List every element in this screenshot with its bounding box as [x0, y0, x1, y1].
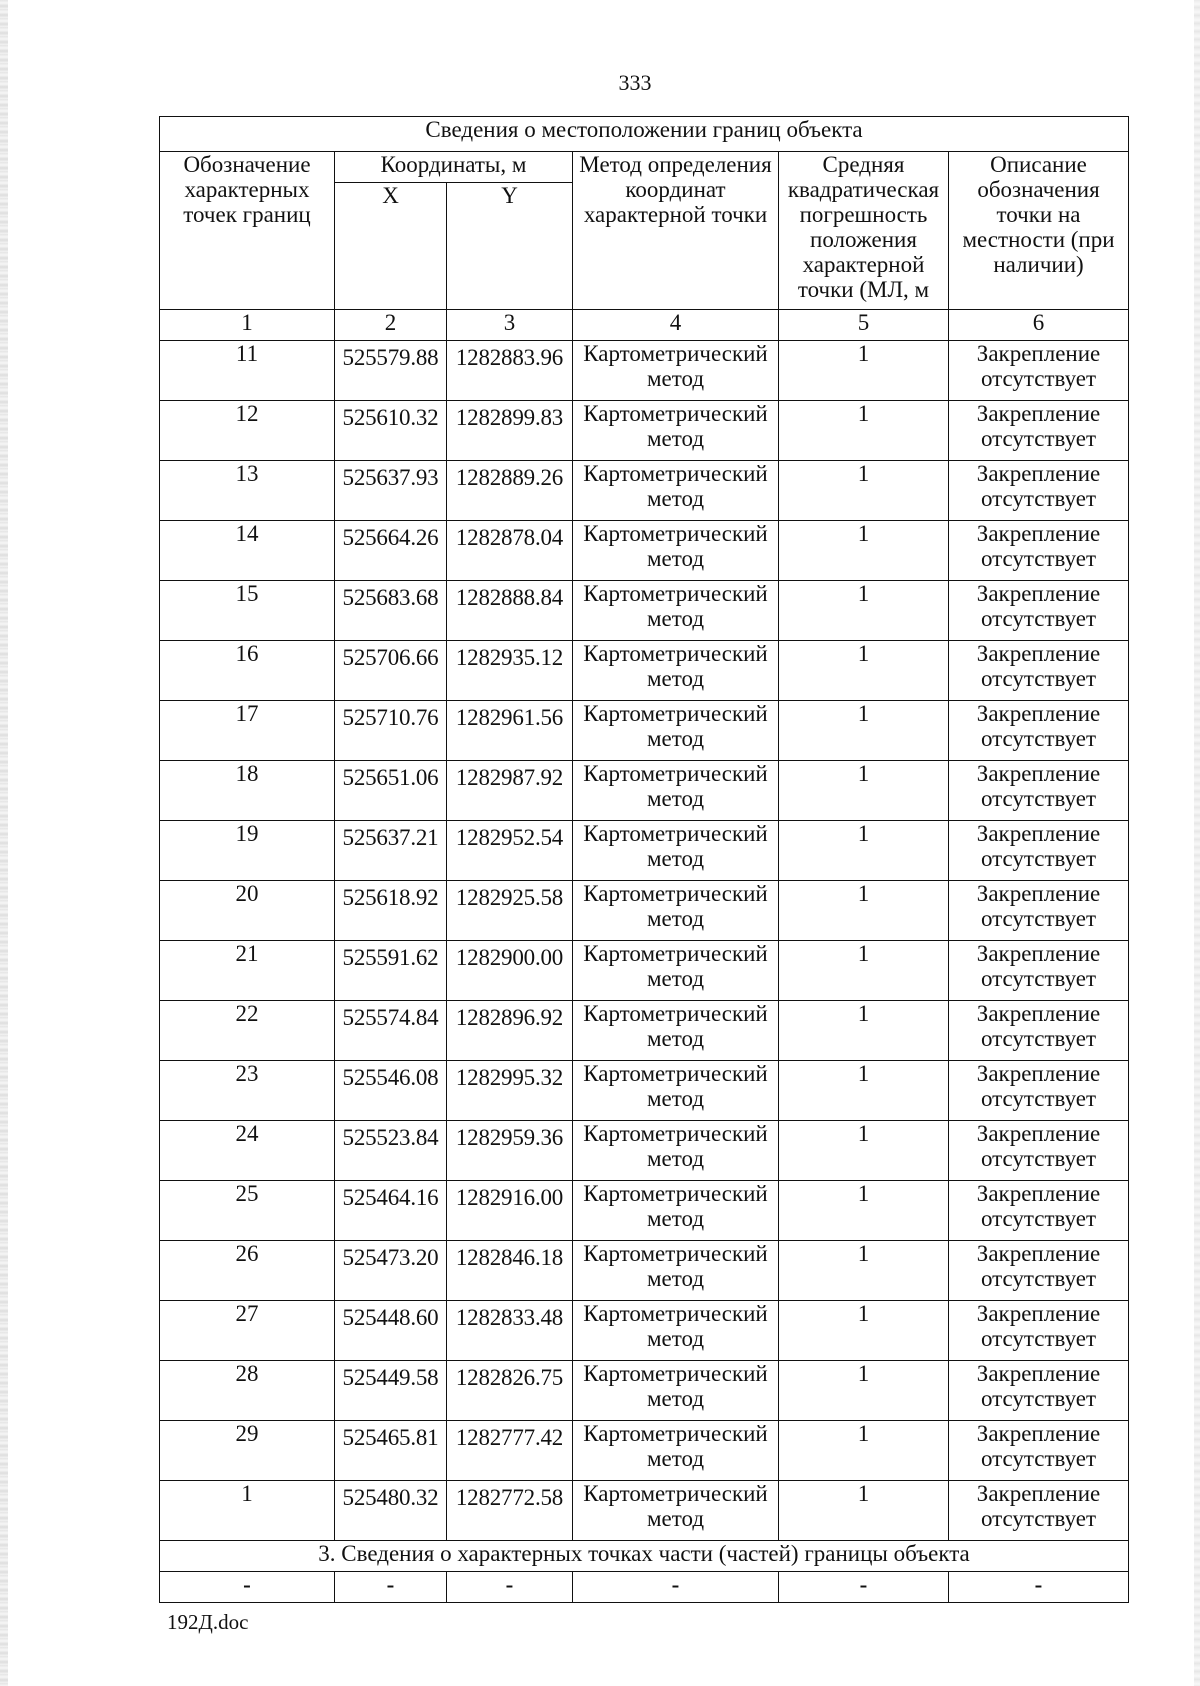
column-number: 1 — [160, 310, 335, 341]
point-id: 13 — [160, 461, 335, 521]
point-id: 11 — [160, 341, 335, 401]
coord-x: 525465.81 — [335, 1421, 447, 1481]
boundary-table — [159, 116, 1129, 1603]
method-cell: Картометрический метод — [573, 821, 779, 881]
error-cell: 1 — [779, 521, 949, 581]
table-row — [160, 341, 1129, 401]
error-cell: 1 — [779, 581, 949, 641]
point-id: 12 — [160, 401, 335, 461]
coord-x: 525574.84 — [335, 1001, 447, 1061]
error-cell: 1 — [779, 941, 949, 1001]
error-cell: 1 — [779, 1121, 949, 1181]
table-row — [160, 641, 1129, 701]
coord-x: 525618.92 — [335, 881, 447, 941]
error-cell: 1 — [779, 461, 949, 521]
description-cell: Закрепление отсутствует — [949, 1121, 1129, 1181]
error-cell: 1 — [779, 821, 949, 881]
error-cell: 1 — [779, 881, 949, 941]
coord-y: 1282833.48 — [447, 1301, 573, 1361]
coord-y: 1282995.32 — [447, 1061, 573, 1121]
coord-x: 525664.26 — [335, 521, 447, 581]
error-cell: 1 — [779, 701, 949, 761]
description-cell: Закрепление отсутствует — [949, 701, 1129, 761]
error-cell: 1 — [779, 1241, 949, 1301]
table-row — [160, 1361, 1129, 1421]
method-cell: Картометрический метод — [573, 581, 779, 641]
header-coordinates: Координаты, м — [335, 152, 573, 183]
description-cell: Закрепление отсутствует — [949, 401, 1129, 461]
error-cell: 1 — [779, 761, 949, 821]
method-cell: Картометрический метод — [573, 641, 779, 701]
table-row — [160, 581, 1129, 641]
coord-y: 1282987.92 — [447, 761, 573, 821]
table-row — [160, 1421, 1129, 1481]
section3-cell: - — [779, 1572, 949, 1603]
description-cell: Закрепление отсутствует — [949, 821, 1129, 881]
coord-x: 525523.84 — [335, 1121, 447, 1181]
header-x: X — [335, 183, 447, 310]
table-row — [160, 461, 1129, 521]
description-cell: Закрепление отсутствует — [949, 1481, 1129, 1541]
coord-y: 1282777.42 — [447, 1421, 573, 1481]
coord-y: 1282899.83 — [447, 401, 573, 461]
coord-x: 525637.21 — [335, 821, 447, 881]
description-cell: Закрепление отсутствует — [949, 1241, 1129, 1301]
footer-filename: 192Д.doc — [167, 1610, 249, 1634]
method-cell: Картометрический метод — [573, 1241, 779, 1301]
table-row — [160, 701, 1129, 761]
header-method: Метод определения координат характерной точки — [573, 152, 779, 310]
method-cell: Картометрический метод — [573, 1361, 779, 1421]
coord-y: 1282959.36 — [447, 1121, 573, 1181]
method-cell: Картометрический метод — [573, 1001, 779, 1061]
description-cell: Закрепление отсутствует — [949, 1301, 1129, 1361]
error-cell: 1 — [779, 1481, 949, 1541]
column-number: 4 — [573, 310, 779, 341]
point-id: 27 — [160, 1301, 335, 1361]
coord-x: 525710.76 — [335, 701, 447, 761]
table-row — [160, 881, 1129, 941]
error-cell: 1 — [779, 1301, 949, 1361]
method-cell: Картометрический метод — [573, 1481, 779, 1541]
description-cell: Закрепление отсутствует — [949, 641, 1129, 701]
coord-x: 525637.93 — [335, 461, 447, 521]
description-cell: Закрепление отсутствует — [949, 461, 1129, 521]
coord-y: 1282889.26 — [447, 461, 573, 521]
point-id: 24 — [160, 1121, 335, 1181]
coord-y: 1282883.96 — [447, 341, 573, 401]
coord-x: 525610.32 — [335, 401, 447, 461]
column-number: 2 — [335, 310, 447, 341]
description-cell: Закрепление отсутствует — [949, 341, 1129, 401]
description-cell: Закрепление отсутствует — [949, 881, 1129, 941]
coord-y: 1282896.92 — [447, 1001, 573, 1061]
coord-y: 1282952.54 — [447, 821, 573, 881]
column-number: 6 — [949, 310, 1129, 341]
table-row — [160, 1121, 1129, 1181]
point-id: 21 — [160, 941, 335, 1001]
method-cell: Картометрический метод — [573, 401, 779, 461]
point-id: 18 — [160, 761, 335, 821]
table-row — [160, 941, 1129, 1001]
section3-cell: - — [447, 1572, 573, 1603]
coord-y: 1282961.56 — [447, 701, 573, 761]
coord-y: 1282900.00 — [447, 941, 573, 1001]
point-id: 28 — [160, 1361, 335, 1421]
coord-x: 525683.68 — [335, 581, 447, 641]
point-id: 14 — [160, 521, 335, 581]
coord-y: 1282935.12 — [447, 641, 573, 701]
column-number-row — [160, 310, 1129, 341]
coord-x: 525591.62 — [335, 941, 447, 1001]
method-cell: Картометрический метод — [573, 1061, 779, 1121]
method-cell: Картометрический метод — [573, 1121, 779, 1181]
table-row — [160, 1241, 1129, 1301]
coord-y: 1282925.58 — [447, 881, 573, 941]
coord-y: 1282772.58 — [447, 1481, 573, 1541]
column-number: 5 — [779, 310, 949, 341]
description-cell: Закрепление отсутствует — [949, 521, 1129, 581]
page-number: 333 — [618, 70, 652, 95]
point-id: 16 — [160, 641, 335, 701]
method-cell: Картометрический метод — [573, 881, 779, 941]
point-id: 15 — [160, 581, 335, 641]
scan-edge-left — [0, 0, 8, 1686]
error-cell: 1 — [779, 1061, 949, 1121]
coord-y: 1282878.04 — [447, 521, 573, 581]
coord-x: 525464.16 — [335, 1181, 447, 1241]
table-row — [160, 401, 1129, 461]
header-y: Y — [447, 183, 573, 310]
table-row — [160, 821, 1129, 881]
section3-title: 3. Сведения о характерных точках части (частей) границы объекта — [160, 1541, 1129, 1572]
section3-cell: - — [160, 1572, 335, 1603]
method-cell: Картометрический метод — [573, 521, 779, 581]
table-row — [160, 521, 1129, 581]
error-cell: 1 — [779, 341, 949, 401]
section3-cell: - — [949, 1572, 1129, 1603]
method-cell: Картометрический метод — [573, 341, 779, 401]
coord-x: 525473.20 — [335, 1241, 447, 1301]
header-error: Средняя квадратическая погрешность положения характерной точки (МЛ, м — [779, 152, 949, 310]
section3-row — [160, 1572, 1129, 1603]
point-id: 20 — [160, 881, 335, 941]
header-designation: Обозначение характерных точек границ — [160, 152, 335, 310]
table-row — [160, 1181, 1129, 1241]
point-id: 23 — [160, 1061, 335, 1121]
point-id: 29 — [160, 1421, 335, 1481]
description-cell: Закрепление отсутствует — [949, 1061, 1129, 1121]
method-cell: Картометрический метод — [573, 1301, 779, 1361]
error-cell: 1 — [779, 1421, 949, 1481]
error-cell: 1 — [779, 1001, 949, 1061]
header-description: Описание обозначения точки на местности (при наличии) — [949, 152, 1129, 310]
method-cell: Картометрический метод — [573, 941, 779, 1001]
method-cell: Картометрический метод — [573, 1421, 779, 1481]
description-cell: Закрепление отсутствует — [949, 1181, 1129, 1241]
table-row — [160, 1481, 1129, 1541]
coord-y: 1282826.75 — [447, 1361, 573, 1421]
point-id: 17 — [160, 701, 335, 761]
description-cell: Закрепление отсутствует — [949, 1001, 1129, 1061]
coord-y: 1282888.84 — [447, 581, 573, 641]
table-title: Сведения о местоположении границ объекта — [160, 117, 1129, 152]
column-number: 3 — [447, 310, 573, 341]
error-cell: 1 — [779, 641, 949, 701]
coord-x: 525546.08 — [335, 1061, 447, 1121]
table-row — [160, 761, 1129, 821]
coord-y: 1282916.00 — [447, 1181, 573, 1241]
description-cell: Закрепление отсутствует — [949, 1421, 1129, 1481]
description-cell: Закрепление отсутствует — [949, 941, 1129, 1001]
point-id: 1 — [160, 1481, 335, 1541]
scan-edge-right — [1194, 0, 1200, 1686]
method-cell: Картометрический метод — [573, 461, 779, 521]
method-cell: Картометрический метод — [573, 761, 779, 821]
point-id: 22 — [160, 1001, 335, 1061]
error-cell: 1 — [779, 1181, 949, 1241]
description-cell: Закрепление отсутствует — [949, 1361, 1129, 1421]
section3-cell: - — [335, 1572, 447, 1603]
point-id: 25 — [160, 1181, 335, 1241]
method-cell: Картометрический метод — [573, 701, 779, 761]
point-id: 26 — [160, 1241, 335, 1301]
coord-x: 525579.88 — [335, 341, 447, 401]
coord-x: 525480.32 — [335, 1481, 447, 1541]
error-cell: 1 — [779, 1361, 949, 1421]
coord-x: 525448.60 — [335, 1301, 447, 1361]
coord-y: 1282846.18 — [447, 1241, 573, 1301]
coord-x: 525449.58 — [335, 1361, 447, 1421]
method-cell: Картометрический метод — [573, 1181, 779, 1241]
section3-cell: - — [573, 1572, 779, 1603]
table-row — [160, 1301, 1129, 1361]
description-cell: Закрепление отсутствует — [949, 761, 1129, 821]
coord-x: 525651.06 — [335, 761, 447, 821]
point-id: 19 — [160, 821, 335, 881]
description-cell: Закрепление отсутствует — [949, 581, 1129, 641]
table-row — [160, 1061, 1129, 1121]
coord-x: 525706.66 — [335, 641, 447, 701]
error-cell: 1 — [779, 401, 949, 461]
table-row — [160, 1001, 1129, 1061]
